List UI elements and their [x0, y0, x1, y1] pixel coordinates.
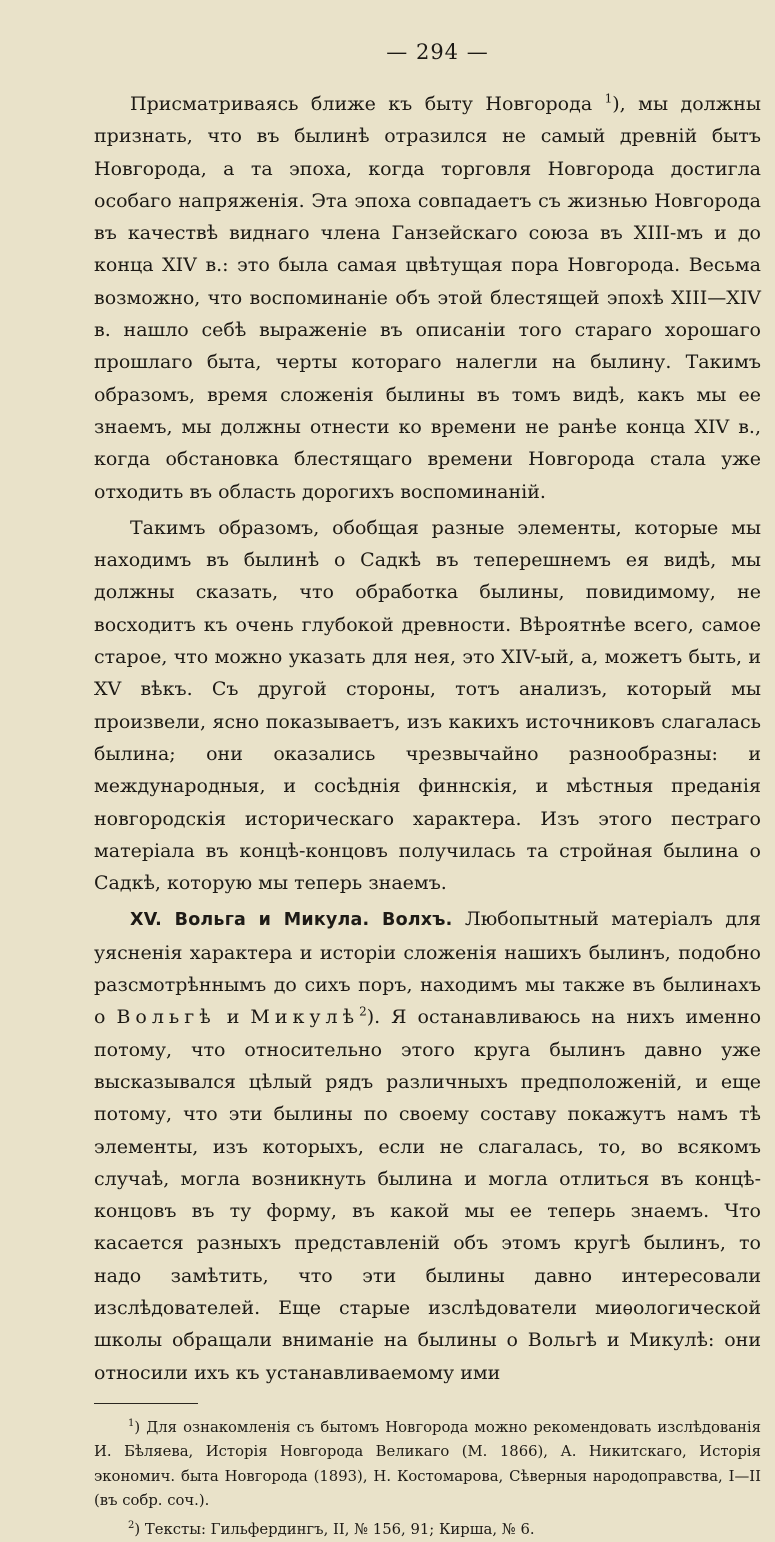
footnote-1-text: ) Для ознакомленія съ бытомъ Новгорода можно рекомендовать изслѣдованія И. Бѣляева, Исторія Новгорода Великаго (М. 1866), А. Никитскаго, Исторія экономич. быта Новгорода (1893), Н. Костомарова, Сѣверныя народоправства, I—II (въ собр. соч.).: [94, 1418, 761, 1510]
page-number: — 294 —: [386, 40, 489, 64]
section-text-a: Любопытный матеріалъ для уясненія характера и исторіи сложенія нашихъ былинъ, подобно разсмотрѣннымъ до сихъ поръ, находимъ мы также въ былинахъ о: [94, 908, 761, 1029]
footnote-ref-1[interactable]: 1: [604, 91, 613, 106]
section-paragraph: [94, 903, 761, 1388]
paragraph-1: [94, 88, 761, 508]
section-text-and: и: [215, 1006, 251, 1029]
name-volga: Вольгѣ: [116, 1006, 216, 1029]
footnote-2: [94, 1518, 761, 1542]
footnote-2-text: ) Тексты: Гильфердингъ, II, № 156, 91; Кирша, № 6.: [134, 1520, 535, 1538]
footnote-2-marker: 2: [128, 1519, 135, 1531]
paragraph-2: Такимъ образомъ, обобщая разные элементы, которые мы находимъ въ былинѣ о Садкѣ въ теперешнемъ ея видѣ, мы должны сказать, что обработка былины, повидимому, не восходитъ къ очень глубокой древности. Вѣроятнѣе всего, самое старое, что можно указать для нея, это XIV-ый, а, можетъ быть, и XV вѣкъ. Съ другой стороны, тотъ анализъ, который мы произвели, ясно показываетъ, изъ какихъ источниковъ слагалась былина; они оказались чрезвычайно разнообразны: и международныя, и сосѣднія финнскія, и мѣстныя преданія новгородскія историческаго характера. Изъ этого пестраго матеріала въ концѣ-концовъ получилась та стройная былина о Садкѣ, которую мы теперь знаемъ.: [94, 516, 761, 895]
section-text-b: ). Я останавливаюсь на нихъ именно потому, что относительно этого круга былинъ давно уже высказывался цѣлый рядъ различныхъ предположеній, и еще потому, что эти былины по своему составу покажутъ намъ тѣ элементы, изъ которыхъ, если не слагалась, то, во всякомъ случаѣ, могла возникнуть былина и могла отлиться въ концѣ-концовъ въ ту форму, въ какой мы ее теперь знаемъ. Что касается разныхъ представленій объ этомъ кругѣ былинъ, то надо замѣтить, что эти былины давно интересовали изслѣдователей. Еще старые изслѣдователи миѳологической школы обращали вниманіе на былины о Вольгѣ и Микулѣ: они относили ихъ къ устанавливаемому ими: [94, 1006, 762, 1384]
paragraph-1-text-a: Присматриваясь ближе къ быту Новгорода: [130, 93, 605, 115]
section-title: XV. Вольга и Микула. Волхъ.: [130, 910, 453, 931]
footnote-ref-2[interactable]: 2: [359, 1004, 367, 1019]
paragraph-1-text-b: ), мы должны признать, что въ былинѣ отразился не самый древній бытъ Новгорода, а та эпоха, когда торговля Новгорода достигла особаго напряженія. Эта эпоха совпадаетъ съ жизнью Новгорода въ качествѣ виднаго члена Ганзейскаго союза въ XIII-мъ и до конца XIV в.: это была самая цвѣтущая пора Новгорода. Весьма возможно, что воспоминаніе объ этой блестящей эпохѣ XIII—XIV в. нашло себѣ выраженіе въ описаніи того стараго хорошаго прошлаго быта, черты котораго налегли на былину. Такимъ образомъ, время сложенія былины въ томъ видѣ, какъ мы ее знаемъ, мы должны отнести ко времени не ранѣе конца XIV в., когда обстановка блестящаго времени Новгорода стала уже отходить въ область дорогихъ воспоминаній.: [94, 93, 761, 503]
footnote-divider: [94, 1403, 198, 1404]
footnote-1: [94, 1416, 761, 1514]
name-mikula: Микулѣ: [250, 1006, 360, 1029]
footnote-1-marker: 1: [128, 1417, 135, 1429]
